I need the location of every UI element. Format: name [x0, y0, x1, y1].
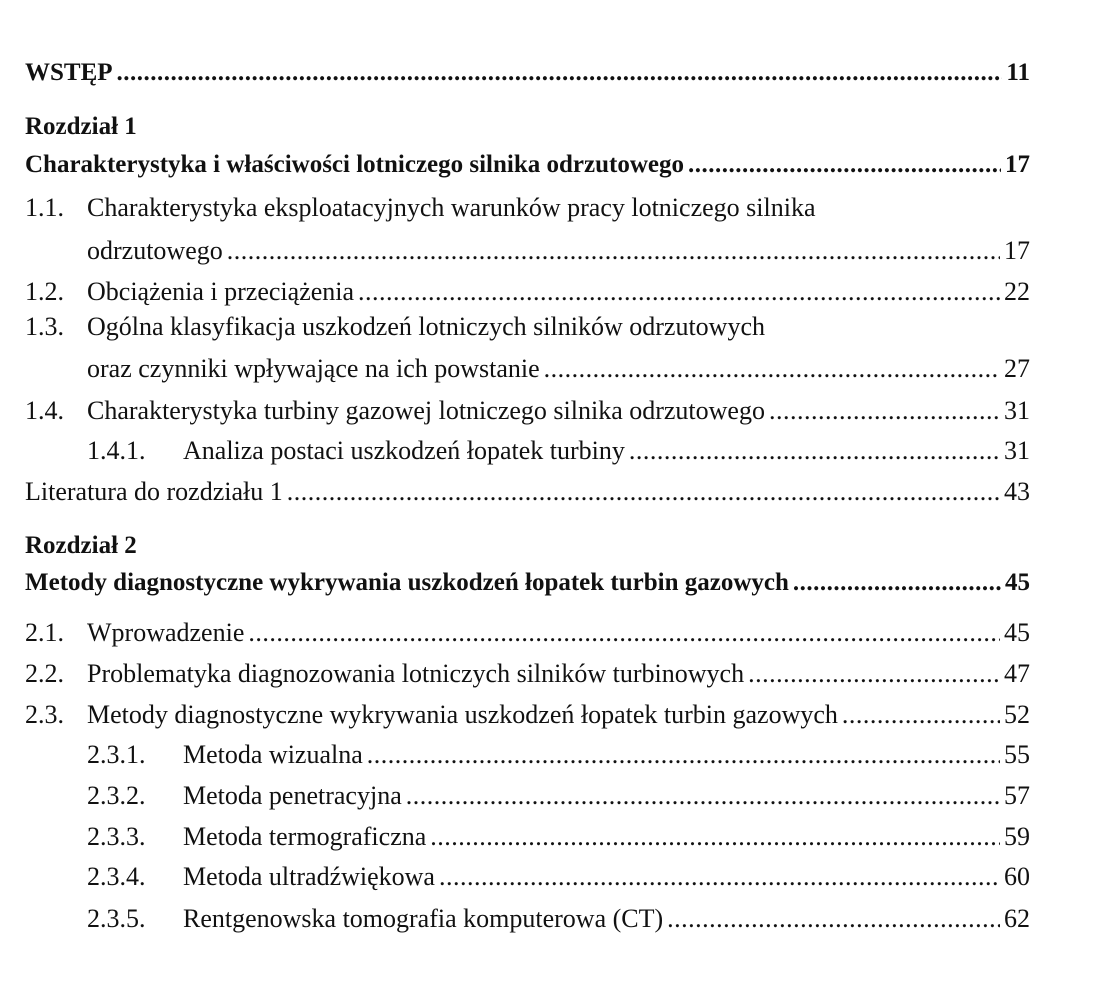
- toc-entry-title: Metoda penetracyjna: [183, 781, 402, 810]
- leader-dots: [544, 354, 1000, 384]
- section-number: 2.3.1.: [87, 740, 146, 769]
- toc-entry-title: Metoda termograficzna: [183, 822, 427, 851]
- toc-entry-1-3[interactable]: [25, 344, 1030, 384]
- section-number: 2.3.5.: [87, 904, 146, 933]
- toc-entry-page: 45: [1004, 618, 1030, 647]
- toc-entry-2-1[interactable]: [25, 608, 1030, 648]
- toc-entry-1-1[interactable]: [25, 226, 1030, 266]
- toc-entry-1-4[interactable]: [25, 386, 1030, 426]
- toc-entry-1-3-line1[interactable]: [25, 312, 765, 342]
- leader-dots: [748, 659, 1000, 689]
- toc-entry-chapter-2[interactable]: [25, 558, 1030, 598]
- toc-entry-page: 27: [1004, 354, 1030, 383]
- toc-entry-title-continuation: oraz czynniki wpływające na ich powstanie: [87, 354, 540, 383]
- leader-dots: [439, 862, 1000, 892]
- leader-dots: [688, 150, 1001, 180]
- leader-dots: [667, 904, 1000, 934]
- toc-entry-title: Metody diagnostyczne wykrywania uszkodzeń łopatek turbin gazowych: [87, 700, 838, 729]
- toc-entry-title: Metoda wizualna: [183, 740, 363, 769]
- toc-entry-2-3-1[interactable]: [25, 730, 1030, 770]
- toc-entry-intro[interactable]: [25, 48, 1030, 88]
- leader-dots: [406, 781, 1000, 811]
- section-number: 2.3.: [25, 700, 64, 729]
- section-number: 1.4.1.: [87, 436, 146, 465]
- toc-entry-page: 11: [1006, 59, 1030, 86]
- toc-entry-title: Analiza postaci uszkodzeń łopatek turbiny: [183, 436, 625, 465]
- section-number: 1.2.: [25, 277, 64, 306]
- toc-entry-page: 60: [1004, 862, 1030, 891]
- leader-dots: [367, 740, 1000, 770]
- toc-entry-page: 47: [1004, 659, 1030, 688]
- leader-dots: [358, 277, 1000, 307]
- toc-entry-page: 31: [1004, 396, 1030, 425]
- toc-entry-page: 43: [1004, 477, 1030, 506]
- toc-entry-page: 45: [1005, 569, 1030, 596]
- toc-entry-title: Obciążenia i przeciążenia: [87, 277, 355, 306]
- toc-entry-1-2[interactable]: [25, 267, 1030, 307]
- toc-entry-title: Ogólna klasyfikacja uszkodzeń lotniczych silników odrzutowych: [87, 312, 765, 341]
- toc-entry-page: 52: [1004, 700, 1030, 729]
- toc-entry-literature-1[interactable]: [25, 467, 1030, 507]
- toc-entry-title: Metoda ultradźwiękowa: [183, 862, 435, 891]
- section-number: 2.3.2.: [87, 781, 146, 810]
- toc-entry-2-3[interactable]: [25, 690, 1030, 730]
- section-number: 1.3.: [25, 312, 64, 341]
- chapter-2-label: Rozdział 2: [25, 532, 137, 559]
- leader-dots: [248, 618, 1000, 648]
- toc-entry-chapter-1[interactable]: [25, 140, 1030, 180]
- leader-dots: [287, 477, 1000, 507]
- toc-entry-page: 55: [1004, 740, 1030, 769]
- toc-entry-title: Metody diagnostyczne wykrywania uszkodzeń łopatek turbin gazowych: [25, 569, 789, 596]
- toc-entry-title-continuation: odrzutowego: [87, 236, 223, 265]
- toc-entry-2-2[interactable]: [25, 649, 1030, 689]
- toc-entry-1-4-1[interactable]: [25, 426, 1030, 466]
- toc-entry-title: Charakterystyka i właściwości lotniczego silnika odrzutowego: [25, 151, 684, 178]
- toc-entry-2-3-5[interactable]: [25, 894, 1030, 934]
- section-number: 2.3.4.: [87, 862, 146, 891]
- toc-entry-title: WSTĘP: [25, 59, 113, 86]
- leader-dots: [117, 58, 1003, 88]
- toc-entry-title: Charakterystyka turbiny gazowej lotniczego silnika odrzutowego: [87, 396, 765, 425]
- leader-dots: [842, 700, 1000, 730]
- section-number: 1.4.: [25, 396, 64, 425]
- section-number: 2.1.: [25, 618, 64, 647]
- toc-entry-page: 31: [1004, 436, 1030, 465]
- toc-entry-2-3-3[interactable]: [25, 812, 1030, 852]
- leader-dots: [769, 396, 1000, 426]
- leader-dots: [629, 436, 1000, 466]
- toc-entry-title: Charakterystyka eksploatacyjnych warunków pracy lotniczego silnika: [87, 193, 816, 222]
- section-number: 1.1.: [25, 193, 64, 222]
- toc-entry-2-3-4[interactable]: [25, 852, 1030, 892]
- toc-entry-page: 17: [1004, 236, 1030, 265]
- chapter-1-label: Rozdział 1: [25, 113, 137, 140]
- toc-entry-page: 22: [1004, 277, 1030, 306]
- toc-entry-title: Rentgenowska tomografia komputerowa (CT): [183, 904, 664, 933]
- section-number: 2.2.: [25, 659, 64, 688]
- toc-entry-1-1-line1[interactable]: [25, 193, 815, 223]
- section-number: 2.3.3.: [87, 822, 146, 851]
- toc-entry-title: Literatura do rozdziału 1: [25, 477, 283, 506]
- leader-dots: [430, 822, 1000, 852]
- toc-entry-page: 62: [1004, 904, 1030, 933]
- leader-dots: [793, 568, 1001, 598]
- toc-entry-2-3-2[interactable]: [25, 771, 1030, 811]
- leader-dots: [227, 236, 1000, 266]
- toc-entry-title: Wprowadzenie: [87, 618, 245, 647]
- toc-entry-page: 17: [1005, 151, 1030, 178]
- toc-entry-page: 57: [1004, 781, 1030, 810]
- toc-entry-page: 59: [1004, 822, 1030, 851]
- toc-entry-title: Problematyka diagnozowania lotniczych silników turbinowych: [87, 659, 745, 688]
